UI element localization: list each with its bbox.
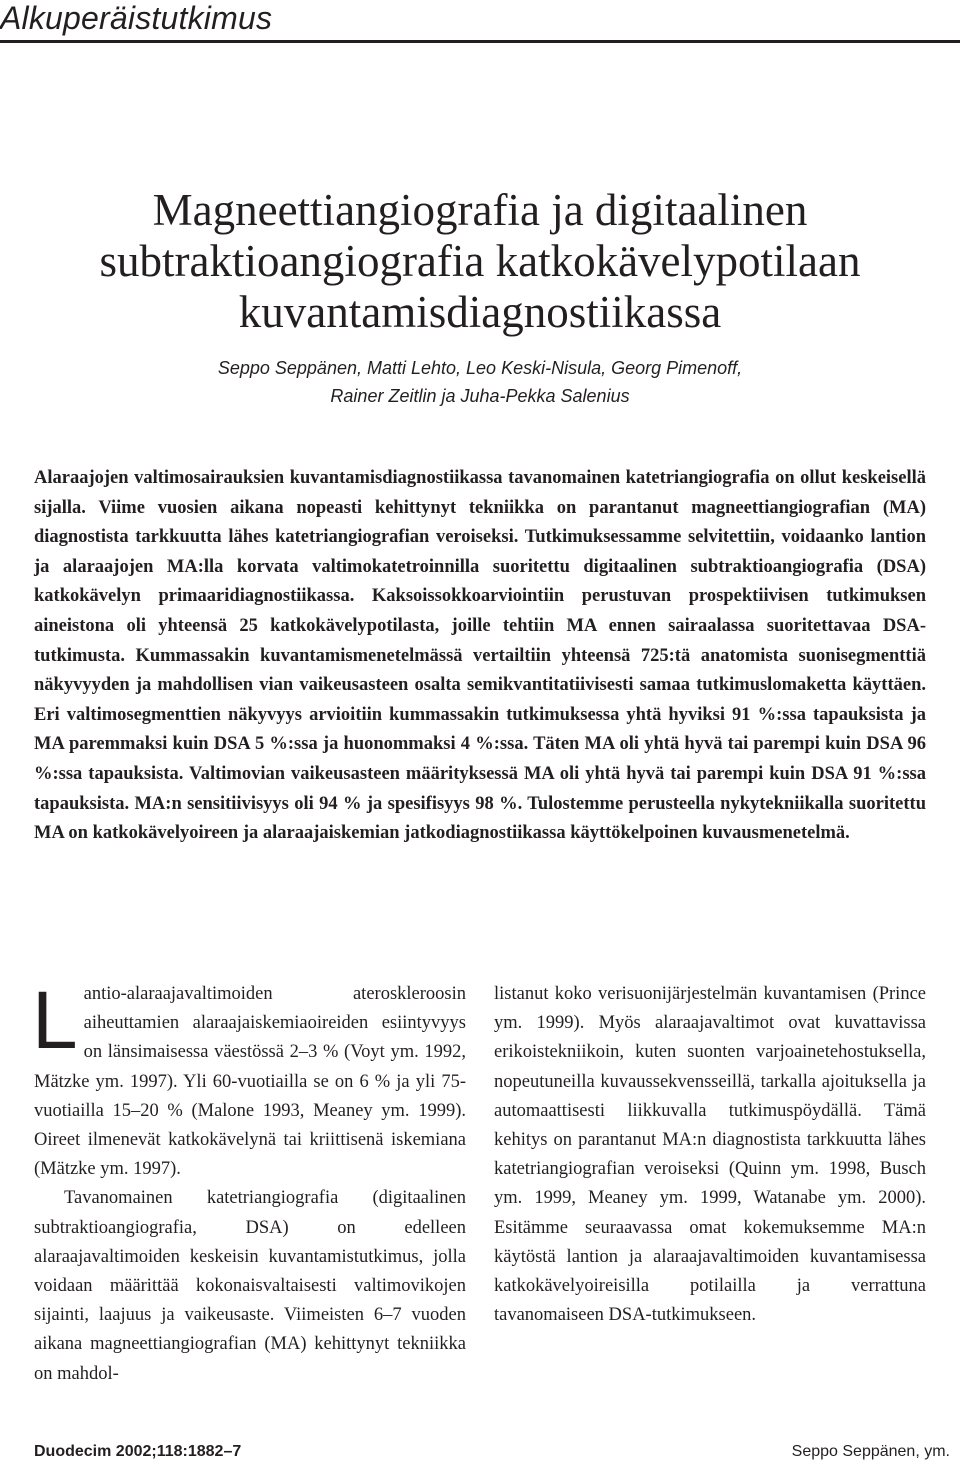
title-line: kuvantamisdiagnostiikassa (238, 287, 722, 337)
article-title (0, 185, 960, 338)
body-paragraph (32, 975, 466, 1184)
title-line: Magneettiangiografia ja digitaalinen (152, 185, 808, 235)
header-rule (0, 40, 960, 43)
body-paragraph: listanut koko verisuonijärjestelmän kuvantamisen (Prince ym. 1999). Myös alaraajavaltimot ovat kuvattavissa erikoistekniikoin, kuten suonten varjoainetehostuksella, nopeutuneilla kuvaussekvensseillä, tarkalla ajoituksella ja automaattisesti liikkuvalla tutkimuspöydällä. Tämä kehitys on parantanut MA:n diagnostista tarkkuutta lähes katetriangiografian veroiseksi (Quinn ym. 1998, Busch ym. 1999, Meaney ym. 1999, Watanabe ym. 2000). Esitämme seuraavassa omat kokemuksemme MA:n käytöstä lantion ja alaraajavaltimoiden kuvantamisessa katkokävelyoireisilla potilailla ja verrattuna tavanomaiseen DSA-tutkimukseen. (494, 984, 926, 1326)
running-author: Seppo Seppänen, ym. (791, 1443, 950, 1460)
author-line: Seppo Seppänen, Matti Lehto, Leo Keski-Nisula, Georg Pimenoff, (217, 358, 743, 378)
journal-citation: Duodecim 2002;118:1882–7 (34, 1443, 242, 1460)
author-line: Rainer Zeitlin ja Juha-Pekka Salenius (330, 386, 630, 406)
body-paragraph: Tavanomainen katetriangiografia (digitaalinen subtraktioangiografia, DSA) on edelleen alaraajavaltimoiden keskeisin kuvantamistutkimus, jolla voidaan määrittää kokonaisvaltaisesti valtimovikojen sijainti, laajuus ja vaikeusaste. Viimeisten 6–7 vuoden aikana magneettiangiografian (MA) kehittynyt tekniikka on mahdol- (34, 1188, 466, 1384)
title-line: subtraktioangiografia katkokävelypotilaan (99, 236, 861, 286)
body-column-right (494, 980, 926, 1330)
body-paragraph-text: antio-alaraajavaltimoiden ateroskleroosin aiheuttamien alaraajaiskemiaoireiden esiintyvyys on länsimaisessa väestössä 2–3 % (Voyt ym. 1992, Mätzke ym. 1997). Yli 60-vuotiailla se on 6 % ja yli 75-vuotiailla 15–20 % (Malone 1993, Meaney ym. 1999). Oireet ilmenevät katkokävelynä tai kriittisenä iskemiana (Mätzke ym. 1997). (34, 984, 466, 1180)
section-label: Alkuperäistutkimus (0, 0, 273, 36)
drop-cap: L (32, 975, 78, 1066)
body-column-left (32, 975, 466, 1389)
abstract: Alaraajojen valtimosairauksien kuvantamisdiagnostiikassa tavanomainen katetriangiografia on ollut keskeisellä sijalla. Viime vuosien aikana nopeasti kehittynyt tekniikka on parantanut magneettiangiografian (MA) diagnostista tarkkuutta lähes katetriangiografian veroiseksi. Tutkimuksessamme selvitettiin, voidaanko lantion ja alaraajojen MA:lla korvata valtimokatetroinnilla suoritettu digitaalinen subtraktioangiografia (DSA) katkokävelyn primaaridiagnostiikassa. Kaksoissokkoarviointiin perustuvan prospektiivisen tutkimuksen aineistona oli yhteensä 25 katkokävelypotilasta, joille tehtiin MA ennen sairaalassa suoritettavaa DSA-tutkimusta. Kummassakin kuvantamismenetelmässä vertailtiin yhteensä 725:tä anatomista suonisegmenttiä näkyvyyden ja mahdollisen vian vaikeusasteen osalta semikvantitatiivisesti samaa tutkimuslomaketta käyttäen. Eri valtimosegmenttien näkyvyys arvioitiin kummassakin tutkimuksessa yhtä hyviksi 91 %:ssa tapauksista ja MA paremmaksi kuin DSA 5 %:ssa ja huonommaksi 4 %:ssa. Täten MA oli yhtä hyvä tai parempi kuin DSA 96 %:ssa tapauksista. Valtimovian vaikeusasteen määrityksessä MA oli yhtä hyvä tai parempi kuin DSA 91 %:ssa tapauksista. MA:n sensitiivisyys oli 94 % ja spesifisyys 98 %. Tulostemme perusteella nykytekniikalla suoritettu MA on katkokävelyoireen ja alaraajaiskemian jatkodiagnostiikassa käyttökelpoinen kuvausmenetelmä. (34, 468, 926, 844)
author-list (0, 354, 960, 410)
